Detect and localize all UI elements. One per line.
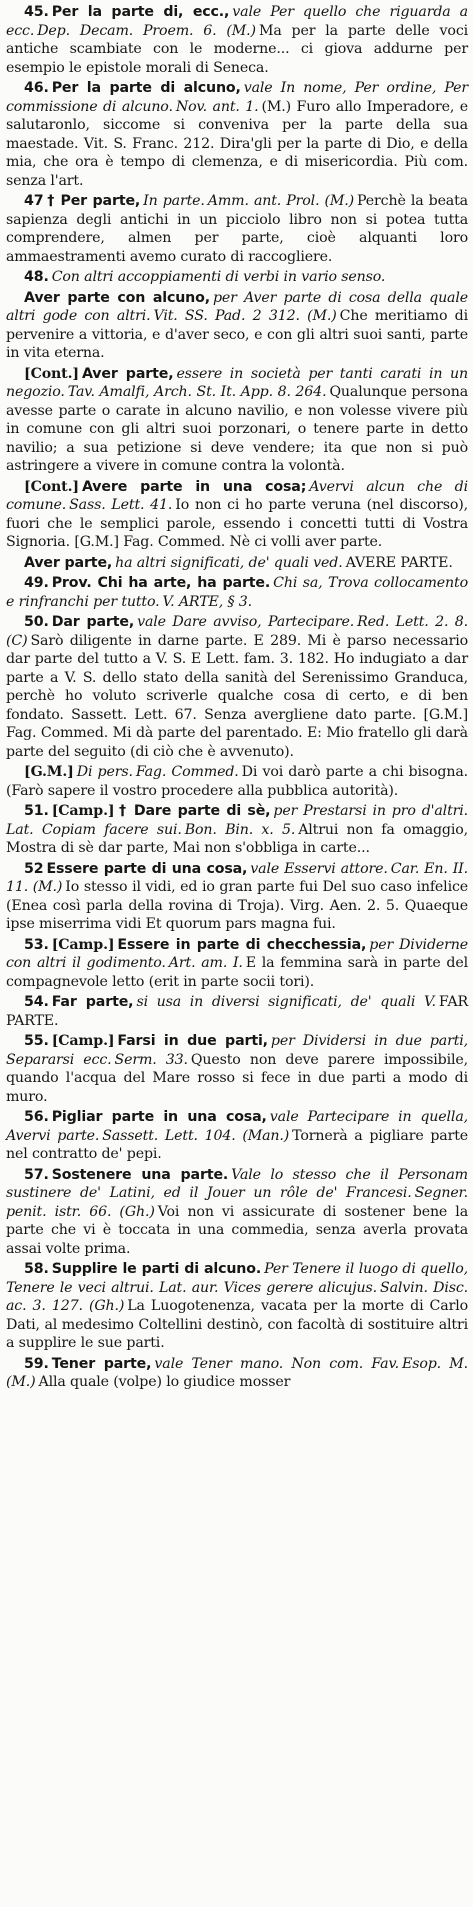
entry-definition: per Aver parte di cosa della quale altri gode con altri. — [6, 289, 468, 324]
dictionary-entry — [6, 936, 468, 992]
entry-definition: per Dividerne con altri il godimento. — [6, 936, 468, 971]
entry-headword: Pigliar parte in una cosa, — [51, 1109, 267, 1125]
entry-headword: Avere parte in una cosa; — [81, 478, 307, 495]
dictionary-entry — [6, 860, 468, 934]
entry-quotation: AVERE PARTE. — [345, 554, 453, 571]
dictionary-entry — [6, 79, 468, 190]
entry-headword: Supplire le parti di alcuno. — [51, 1261, 262, 1277]
entry-headword: † Dare parte di sè, — [117, 803, 271, 819]
entry-quotation: Alla quale (volpe) lo giudice mosser — [38, 1374, 291, 1390]
entry-contributor: [Cont.] — [24, 478, 79, 495]
entry-number: 50. — [24, 614, 49, 630]
entry-number: 59. — [24, 1355, 49, 1372]
entry-definition: Di pers. — [76, 764, 133, 780]
entry-source: Tav. Amalfi, Arch. St. It. App. 8. 264. — [67, 384, 327, 400]
entry-quotation: Sarò diligente in darne parte. E 289. Mi è parso necessario dar parte del tutto a V. S. E Lett. fam. 3. 182. Ho indugiato a dar parte a V. S. dello stato della sanità del Serenissimo Granduca, perchè ho voluto scriverle qualche cosa di certo, e di ben fondato. Sassett. Lett. 67. Senza avergliene dato parte. [G.M.] Fag. Commed. Mi dà parte del parentado. E: Mio fratello gli darà parte del seguito (di ciò che è avvenuto). — [6, 632, 468, 760]
entry-quotation: FAR PARTE. — [6, 994, 469, 1029]
entry-quotation: Tornerà a pigliare parte nel contratto de' pepi. — [6, 1127, 468, 1162]
entry-definition: per Prestarsi in pro d'altri. Lat. Copiam facere sui. — [6, 803, 469, 838]
entry-number: 53. — [24, 936, 49, 953]
dictionary-entry — [6, 1260, 468, 1353]
dictionary-entry — [6, 1032, 468, 1106]
entry-definition: Per Tenere il luogo di quello, Tenere le veci altrui. Lat. aur. Vices gerere alicujus. — [6, 1261, 468, 1296]
entry-quotation: Qualunque persona avesse parte o carate in alcuno navilio, e non volesse vivere più in comune con gli altri suoi porzonari, o tenere parte in detto navilio; a sua petizione si deve vendere; ita que non si può astringere a vivere in comune contra la volontà. — [6, 384, 468, 474]
dictionary-entry — [6, 802, 468, 858]
entry-number: 58. — [24, 1261, 49, 1277]
dictionary-entry — [6, 289, 468, 363]
entry-definition: si usa in diversi significati, de' quali V. — [136, 994, 436, 1010]
entry-headword: Sostenere una parte. — [51, 1166, 229, 1183]
entry-quotation: Altrui non fa omaggio, Mostra di sè dar parte, Mai non s'obbliga in carte... — [6, 821, 469, 856]
entry-quotation: (M.) Furo allo Imperadore, e salutaronlo, siccome si conveniva per la parte della sua maestade. Vit. S. Franc. 212. Dira'gli per la parte di Dio, e della mia, che ora è tempo di clemenza, e di misericordia. Più com. senza l'art. — [6, 98, 469, 189]
dictionary-entry — [6, 574, 468, 611]
entry-quotation: Perchè la beata sapienza degli antichi in un picciolo libro non si potea tutta comprendere, almen per parte, cioè alquanti loro ammaestramenti avemo curato di raccogliere. — [6, 193, 468, 265]
dictionary-entry — [6, 1108, 468, 1164]
entry-definition: Avervi alcun che di comune. — [6, 478, 468, 513]
entry-definition: essere in società per tanti carati in un negozio. — [6, 365, 468, 400]
entry-headword: Far parte, — [51, 994, 134, 1010]
entry-definition: vale Dare avviso, Partecipare. — [137, 614, 355, 630]
entry-definition: vale Tener mano. Non com. Fav. — [154, 1355, 399, 1372]
entry-source: Sass. Lett. 41. — [69, 497, 173, 513]
entry-definition: vale Esservi attore. — [250, 860, 388, 877]
entry-definition: vale Partecipare in quella, Avervi parte. — [6, 1109, 468, 1144]
entry-source: Bon. Bin. x. 5. — [184, 821, 296, 838]
entry-source: V. ARTE, § 3. — [162, 593, 252, 610]
entry-contributor: [Cont.] — [24, 365, 79, 382]
dictionary-entry — [6, 1355, 468, 1392]
entry-source: Esop. M. (M.) — [6, 1355, 468, 1390]
entry-number: 46. — [24, 80, 49, 96]
entry-source: Salvin. Disc. ac. 3. 127. (Gh.) — [6, 1279, 468, 1314]
entry-definition: Con altri accoppiamenti di verbi in vario senso. — [51, 269, 386, 285]
entry-definition: vale Per quello che riguarda a ecc. — [6, 4, 468, 39]
entry-source: Segner. penit. istr. 66. (Gh.) — [6, 1185, 468, 1220]
entry-quotation: Che meritiamo di pervenire a vittoria, e d'aver seco, e con gli altri suoi santi, parte in vita eterna. — [6, 308, 468, 361]
entry-quotation: Di voi darò parte a chi bisogna. (Farò sapere il vostro procedere alla pubblica autorità). — [6, 764, 468, 799]
entry-headword: Farsi in due parti, — [117, 1033, 268, 1049]
entry-source: Vit. SS. Pad. 2 312. (M.) — [153, 308, 337, 324]
entry-number: 52 — [24, 860, 44, 877]
entry-quotation: Voi non vi assicurate di sostener bene la parte che vi è toccata in una commedia, senza averla provata assai volte prima. — [6, 1203, 468, 1257]
entry-headword: Per la parte di, ecc., — [51, 4, 230, 20]
entry-headword: † Per parte, — [46, 193, 141, 209]
entry-contributor: [G.M.] — [24, 764, 74, 780]
entry-source: Red. Lett. 2. 8. (C) — [6, 614, 469, 649]
entry-headword: Prov. Chi ha arte, ha parte. — [51, 575, 271, 591]
entry-contributor: [Camp.] — [51, 1033, 115, 1049]
entry-definition: ha altri significati, de' quali ved. — [115, 554, 343, 571]
dictionary-entry — [6, 3, 468, 77]
entry-source: Art. am. I. — [168, 955, 243, 971]
entry-headword: Essere parte di una cosa, — [46, 860, 248, 877]
entry-quotation: Io non ci ho parte veruna (nel discorso), fuori che le semplici parole, essendo i concetti tutti di Vostra Signoria. [G.M.] Fag. Commed. Nè ci volli aver parte. — [6, 497, 468, 550]
entry-contributor: [Camp.] — [51, 803, 115, 819]
entry-source: Dep. Decam. Proem. 6. (M.) — [37, 22, 256, 39]
entry-source: Amm. ant. Prol. (M.) — [207, 193, 355, 209]
entry-quotation: Io stesso il vidi, ed io gran parte fui Del suo caso infelice (Enea così parla della rovina di Troja). Virg. Aen. 2. 5. Quaeque ipse miserrima vidi Et quorum pars magna fui. — [6, 879, 468, 932]
entry-definition: Vale lo stesso che il Personam sustinere de' Latini, ed il Jouer un rôle de' Francesi. — [6, 1166, 468, 1201]
entry-headword: Aver parte con alcuno, — [24, 289, 210, 306]
entry-headword: Tener parte, — [51, 1355, 152, 1372]
entry-number: 45. — [24, 4, 49, 20]
dictionary-entry — [6, 365, 468, 476]
entry-headword: Aver parte, — [81, 365, 174, 382]
dictionary-entry — [6, 993, 468, 1030]
entry-headword: Essere in parte di checchessia, — [117, 936, 367, 953]
entry-source: Nov. ant. 1. — [175, 98, 259, 115]
entry-source: Fag. Commed. — [135, 764, 239, 780]
entry-number: 48. — [24, 269, 49, 285]
entry-quotation: Questo non deve parere impossibile, quando l'acqua del Mare rosso si fece in due parti a modo di muro. — [6, 1051, 468, 1105]
dictionary-entry — [6, 192, 468, 266]
dictionary-entry — [6, 554, 468, 573]
entry-number: 51. — [24, 803, 49, 819]
entry-number: 57. — [24, 1166, 49, 1183]
entry-definition: Chi sa, Trova collocamento e rinfranchi per tutto. — [6, 575, 468, 610]
dictionary-entry — [6, 763, 468, 800]
entry-number: 49. — [24, 575, 49, 591]
entry-contributor: [Camp.] — [51, 936, 115, 953]
entry-headword: Aver parte, — [24, 554, 113, 571]
entry-headword: Dar parte, — [51, 614, 135, 630]
dictionary-entry — [6, 613, 468, 761]
entry-quotation: La Luogotenenza, vacata per la morte di Carlo Dati, al medesimo Coltellini destinò, con facoltà di sostituire altri a supplire le sue parti. — [6, 1298, 468, 1351]
entry-number: 54. — [24, 994, 49, 1010]
dictionary-entry — [6, 268, 468, 287]
entry-number: 56. — [24, 1109, 49, 1125]
entry-definition: per Dividersi in due parti, Separarsi ecc. — [6, 1033, 468, 1068]
entry-definition: In parte. — [143, 193, 205, 209]
dictionary-entry — [6, 1166, 468, 1259]
entry-list — [6, 3, 468, 1392]
entry-source: Sassett. Lett. 104. (Man.) — [102, 1127, 290, 1144]
entry-source: Serm. 33. — [114, 1051, 188, 1068]
entry-quotation: Ma per la parte delle voci antiche scambiate con le moderne... ci giova addurne per esempio le epistole morali di Seneca. — [6, 22, 468, 76]
entry-quotation: E la femmina sarà in parte del compagnevole letto (erit in parte socii tori). — [6, 955, 468, 990]
entry-number: 47 — [24, 193, 44, 209]
entry-source: Car. En. II. 11. (M.) — [6, 860, 468, 895]
entry-definition: vale In nome, Per ordine, Per commissione di alcuno. — [6, 80, 468, 115]
dictionary-entry — [6, 478, 468, 552]
entry-number: 55. — [24, 1033, 49, 1049]
entry-headword: Per la parte di alcuno, — [51, 80, 241, 96]
